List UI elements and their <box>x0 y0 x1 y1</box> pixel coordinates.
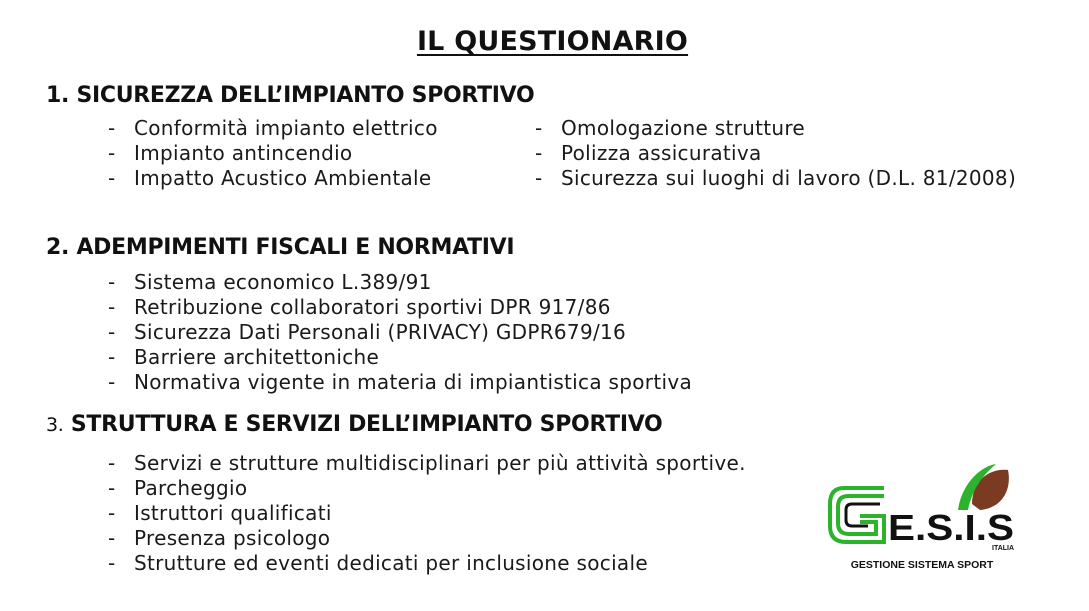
bullet-dash: - <box>535 116 543 140</box>
gesis-logo <box>822 460 1022 575</box>
bullet-dash: - <box>108 451 116 475</box>
list-item: - Normativa vigente in materia di impiantistica sportiva <box>108 370 693 394</box>
bullet-dash: - <box>108 501 116 525</box>
list-item: - Istruttori qualificati <box>108 501 332 525</box>
list-item: - Servizi e strutture multidisciplinari per più attività sportive. <box>108 451 746 475</box>
bullet-dash: - <box>108 166 116 190</box>
section-1-number: 1. <box>46 83 70 108</box>
logo-wordmark: E.S.I.S <box>888 507 1014 548</box>
g-letter-icon <box>830 488 884 542</box>
bullet-dash: - <box>108 526 116 550</box>
logo-tagline: GESTIONE SISTEMA SPORT <box>850 559 994 571</box>
list-item: - Impatto Acustico Ambientale <box>108 166 432 190</box>
section-1-title: SICUREZZA DELL’IMPIANTO SPORTIVO <box>76 83 535 108</box>
list-item: - Omologazione strutture <box>535 116 806 140</box>
list-item: - Sicurezza Dati Personali (PRIVACY) GDPR679/16 <box>108 320 627 344</box>
section-2-title: ADEMPIMENTI FISCALI E NORMATIVI <box>76 235 515 260</box>
section-1-heading <box>46 83 534 108</box>
bullet-dash: - <box>108 370 116 394</box>
section-2-number: 2. <box>46 235 70 260</box>
bullet-dash: - <box>108 141 116 165</box>
section-3-heading <box>46 412 662 437</box>
section-3-number: 3. <box>46 414 64 436</box>
list-item: - Sicurezza sui luoghi di lavoro (D.L. 81/2008) <box>535 166 1017 190</box>
gesis-logo-graphic <box>822 460 1022 575</box>
list-item: - Impianto antincendio <box>108 141 353 165</box>
list-item: - Presenza psicologo <box>108 526 331 550</box>
list-item: - Barriere architettoniche <box>108 345 380 369</box>
list-item: - Retribuzione collaboratori sportivi DPR 917/86 <box>108 295 611 319</box>
bullet-dash: - <box>535 141 543 165</box>
bullet-dash: - <box>108 551 116 575</box>
section-3-list <box>108 451 746 576</box>
list-item: - Polizza assicurativa <box>535 141 762 165</box>
logo-sub: ITALIA <box>992 545 1015 552</box>
bullet-dash: - <box>108 295 116 319</box>
bullet-dash: - <box>108 270 116 294</box>
bullet-dash: - <box>535 166 543 190</box>
section-2-heading <box>46 235 514 260</box>
section-3-title: STRUTTURA E SERVIZI DELL’IMPIANTO SPORTIVO <box>70 412 663 437</box>
bullet-dash: - <box>108 116 116 140</box>
bullet-dash: - <box>108 320 116 344</box>
list-item: - Conformità impianto elettrico <box>108 116 438 140</box>
list-item: - Strutture ed eventi dedicati per inclusione sociale <box>108 551 648 575</box>
page-title: IL QUESTIONARIO <box>416 26 689 57</box>
bullet-dash: - <box>108 345 116 369</box>
section-2-list <box>108 270 692 395</box>
list-item: - Sistema economico L.389/91 <box>108 270 432 294</box>
list-item: - Parcheggio <box>108 476 248 500</box>
section-1-list-left <box>108 116 438 191</box>
bullet-dash: - <box>108 476 116 500</box>
section-1-list-right <box>535 116 1016 191</box>
